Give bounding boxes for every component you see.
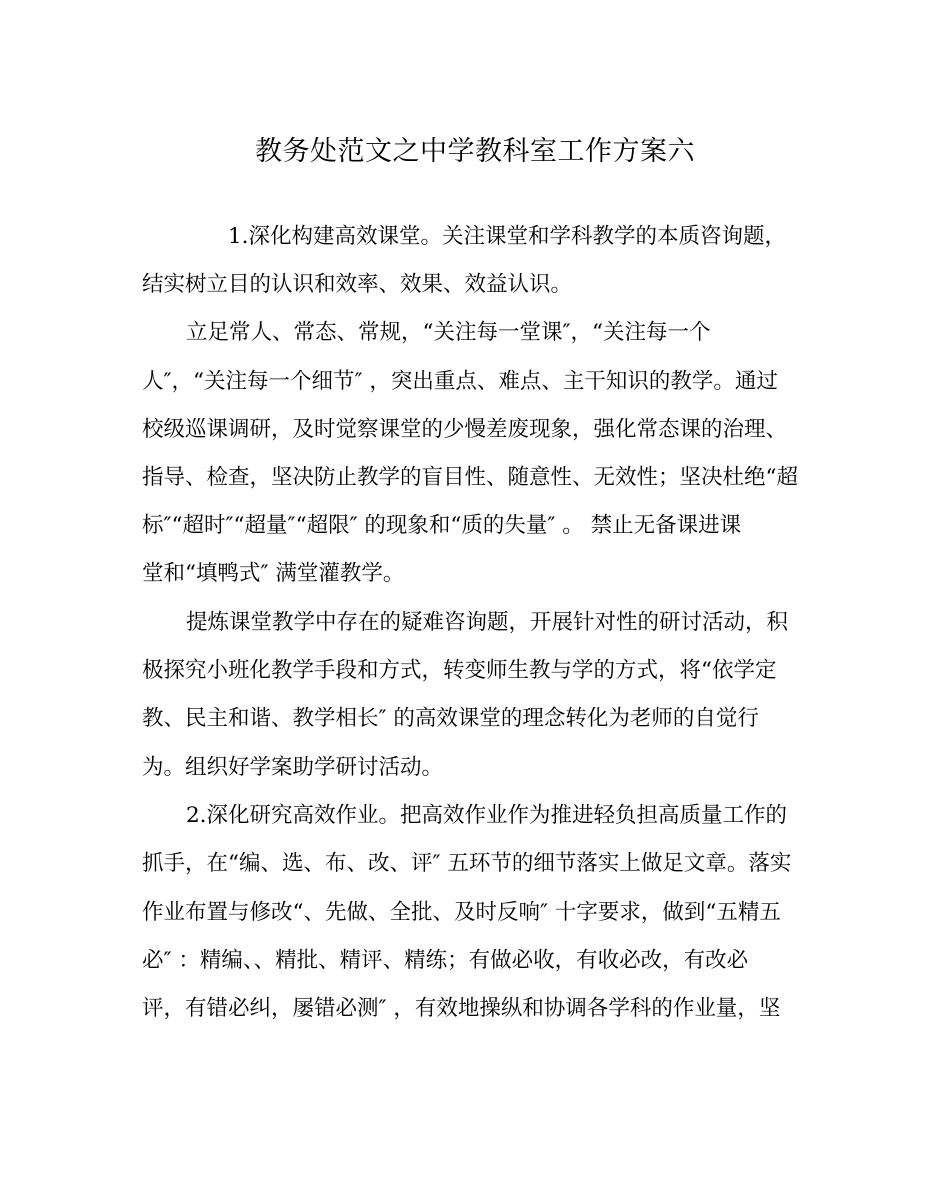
- paragraph-line: 为。组织好学案助学研讨活动。: [142, 755, 444, 780]
- paragraph-line: 标″“超时″“超量″“超限″ 的现象和“质的失量″ 。 禁止无备课进课: [142, 513, 742, 538]
- paragraph-line: 提炼课堂教学中存在的疑难咨询题，开展针对性的研讨活动，积: [186, 610, 789, 635]
- paragraph-line: 教、民主和谐、教学相长″ 的高效课堂的理念转化为老师的自觉行: [142, 706, 759, 731]
- paragraph-line: 堂和“填鸭式″ 满堂灌教学。: [142, 561, 405, 586]
- paragraph-line: 抓手，在“编、选、布、改、评″ 五环节的细节落实上做足文章。落实: [142, 851, 792, 876]
- paragraph-line: 指导、检查，坚决防止教学的盲目性、随意性、无效性；坚决杜绝“超: [142, 465, 798, 490]
- paragraph-line: 作业布置与修改“、先做、全批、及时反响″ 十字要求，做到“五精五: [142, 900, 781, 925]
- paragraph-line: 2.深化研究高效作业。把高效作业作为推进轻负担高质量工作的: [186, 803, 788, 828]
- paragraph-line: 评，有错必纠，屡错必测″ ，有效地操纵和协调各学科的作业量，坚: [142, 996, 781, 1021]
- paragraph-line: 结实树立目的认识和效率、效果、效益认识。: [142, 272, 573, 297]
- paragraph-line: 1.深化构建高效课堂。关注课堂和学科教学的本质咨询题，: [228, 224, 787, 249]
- paragraph-line: 极探究小班化教学手段和方式，转变师生教与学的方式，将“依学定: [142, 658, 777, 683]
- paragraph-line: 人″，“关注每一个细节″ ，突出重点、难点、主干知识的教学。通过: [142, 369, 778, 394]
- paragraph-line: 校级巡课调研，及时觉察课堂的少慢差废现象，强化常态课的治理、: [142, 417, 788, 442]
- document-title: 教务处范文之中学教科室工作方案六: [255, 136, 695, 167]
- paragraph-line: 必″ ：精编、、精批、精评、精练；有做必收，有收必改，有改必: [142, 948, 749, 973]
- paragraph-line: 立足常人、常态、常规，“关注每一堂课″，“关注每一个: [186, 320, 711, 345]
